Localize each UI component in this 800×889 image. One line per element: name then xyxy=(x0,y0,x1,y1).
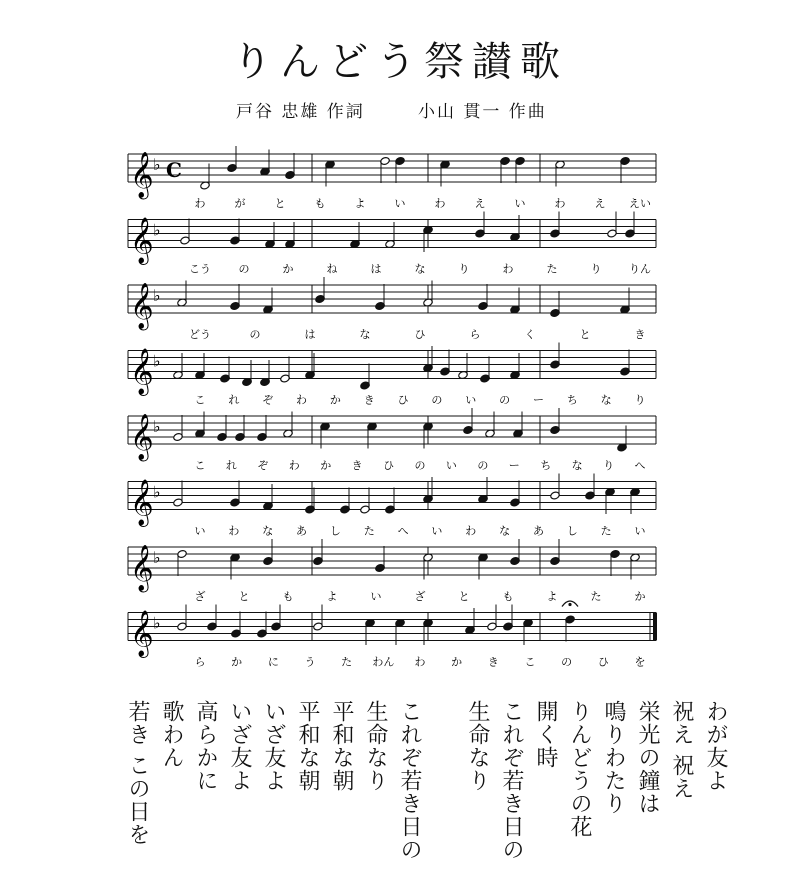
lyric-line: 開く時 xyxy=(533,700,558,769)
lyric-syllable: た xyxy=(363,524,375,538)
lyric-syllable: の xyxy=(561,655,573,669)
lyric-syllable: りん xyxy=(629,262,651,276)
treble-clef-icon: 𝄞 xyxy=(130,610,154,657)
lyric-syllable: く xyxy=(524,328,536,341)
lyric-syllable: い xyxy=(194,524,206,538)
lyric-syllable: わ xyxy=(554,197,566,210)
flat-key-signature-icon: ♭ xyxy=(153,417,161,436)
treble-clef-icon: 𝄞 xyxy=(130,479,154,526)
lyric-line: これぞ若き日の xyxy=(499,700,524,861)
lyric-syllable: い xyxy=(514,197,526,210)
lyric-syllable: わ xyxy=(194,197,206,210)
lyric-syllable: い xyxy=(431,524,443,538)
lyric-syllable: こう xyxy=(189,262,211,276)
lyric-syllable: えい xyxy=(629,197,651,210)
lyric-syllable: き xyxy=(363,393,375,407)
lyric-syllable: り xyxy=(590,262,602,276)
flat-key-signature-icon: ♭ xyxy=(153,351,161,371)
lyric-syllable: い xyxy=(370,590,382,603)
lyric-syllable: き xyxy=(487,655,499,669)
lyric-syllable: の xyxy=(477,459,489,472)
lyric-syllable: な xyxy=(414,262,426,276)
lyric-syllable: と xyxy=(238,590,250,603)
lyric-line: 平和な朝 xyxy=(329,700,354,792)
lyric-syllable: な xyxy=(499,524,511,538)
lyric-syllable: わ xyxy=(296,393,308,407)
lyric-syllable: ら xyxy=(469,328,481,341)
lyric-syllable: り xyxy=(634,393,646,407)
lyric-syllable: へ xyxy=(634,459,646,472)
flat-key-signature-icon: ♭ xyxy=(153,220,161,240)
lyric-line: これぞ若き日の xyxy=(397,700,422,861)
lyric-syllable: ざ xyxy=(194,590,206,603)
lyric-syllable: よ xyxy=(354,197,366,210)
lyric-syllable: わ xyxy=(502,262,514,276)
lyric-syllable: の xyxy=(414,459,426,472)
lyric-syllable: よ xyxy=(326,590,338,603)
flat-key-signature-icon: ♭ xyxy=(153,613,161,633)
lyric-syllable: な xyxy=(262,524,274,538)
treble-clef-icon: 𝄞 xyxy=(130,348,154,395)
lyric-syllable: ら xyxy=(194,655,206,669)
lyric-syllable: に xyxy=(267,655,279,669)
lyric-syllable: わ xyxy=(465,524,477,538)
flat-key-signature-icon: ♭ xyxy=(153,482,161,502)
lyric-syllable: ひ xyxy=(597,655,609,669)
lyric-syllable: こ xyxy=(194,459,206,472)
lyric-line: 祝え 祝え xyxy=(669,700,694,800)
lyric-syllable: し xyxy=(329,524,341,538)
composer-credit: 小山 貫一 作曲 xyxy=(418,102,547,122)
treble-clef-icon: 𝄞 xyxy=(130,283,154,329)
lyric-syllable: ぞ xyxy=(257,459,269,472)
lyric-syllable: た xyxy=(600,524,612,538)
lyric-syllable: ひ xyxy=(397,393,409,407)
lyric-syllable: れ xyxy=(228,393,240,407)
lyric-syllable: か xyxy=(329,393,341,407)
lyric-syllable: こ xyxy=(524,655,536,669)
lyric-syllable: は xyxy=(304,328,316,341)
verse-gap xyxy=(424,700,458,880)
lyric-syllable: ー xyxy=(508,459,520,472)
lyric-line: いざ友よ xyxy=(227,700,252,792)
final-bar-thick xyxy=(653,613,657,641)
lyric-syllable: を xyxy=(634,655,646,669)
lyrics-block xyxy=(100,700,730,880)
lyric-syllable: た xyxy=(341,655,353,669)
lyric-syllable: わ xyxy=(228,524,240,538)
lyric-syllable: ぞ xyxy=(262,393,274,407)
lyric-syllable: い xyxy=(394,197,406,210)
lyric-syllable: れ xyxy=(225,459,237,472)
lyric-syllable: り xyxy=(458,262,470,276)
lyric-syllable: か xyxy=(231,655,243,669)
flat-key-signature-icon: ♭ xyxy=(153,286,161,305)
sheet-music xyxy=(0,140,800,670)
lyric-syllable: の xyxy=(499,393,511,407)
lyric-line: 若き この日を xyxy=(125,700,150,846)
lyric-line: 歌わん xyxy=(159,700,184,769)
lyric-syllable: か xyxy=(320,459,332,472)
lyric-syllable: き xyxy=(351,459,363,472)
lyric-syllable: か xyxy=(282,262,294,276)
treble-clef-icon: 𝄞 xyxy=(130,152,154,198)
lyric-syllable: た xyxy=(590,590,602,603)
lyric-syllable: も xyxy=(314,197,326,210)
treble-clef-icon: 𝄞 xyxy=(130,217,154,264)
lyric-syllable: ち xyxy=(540,459,552,472)
fermata-dot xyxy=(568,603,571,606)
lyric-syllable: う xyxy=(304,655,316,669)
lyric-syllable: よ xyxy=(546,590,558,603)
lyric-syllable: わ xyxy=(414,655,426,669)
lyric-line: りんどうの花 xyxy=(567,700,592,838)
lyric-syllable: どう xyxy=(189,328,211,341)
lyric-syllable: の xyxy=(431,393,443,407)
lyric-syllable: と xyxy=(458,590,470,603)
lyricist-credit: 戸谷 忠雄 作詞 xyxy=(236,102,365,122)
lyric-syllable: わ xyxy=(434,197,446,210)
lyric-syllable: は xyxy=(370,262,382,276)
lyric-syllable: か xyxy=(634,590,646,603)
treble-clef-icon: 𝄞 xyxy=(130,545,154,591)
lyric-syllable: ち xyxy=(566,393,578,407)
lyric-line: 生命なり xyxy=(363,700,388,792)
lyric-line: 高らかに xyxy=(193,700,218,792)
song-title: りんどう祭讃歌 xyxy=(232,39,568,85)
lyric-syllable: か xyxy=(451,655,463,669)
lyric-syllable: が xyxy=(234,197,246,210)
lyric-syllable: な xyxy=(600,393,612,407)
lyric-syllable: あ xyxy=(296,524,308,538)
flat-key-signature-icon: ♭ xyxy=(153,548,161,567)
lyric-syllable: の xyxy=(249,328,261,341)
lyric-line: いざ友よ xyxy=(261,700,286,792)
lyric-line: 生命なり xyxy=(465,700,490,792)
lyric-syllable: ひ xyxy=(383,459,395,472)
lyric-syllable: と xyxy=(274,197,286,210)
lyric-syllable: ざ xyxy=(414,590,426,603)
lyric-syllable: の xyxy=(238,262,250,276)
lyric-line: 平和な朝 xyxy=(295,700,320,792)
lyric-syllable: な xyxy=(571,459,583,472)
lyric-syllable: た xyxy=(546,262,558,276)
lyric-syllable: あ xyxy=(532,524,544,538)
lyric-syllable: へ xyxy=(397,524,409,538)
lyric-syllable: と xyxy=(579,328,591,341)
lyric-syllable: い xyxy=(634,524,646,538)
lyric-syllable: こ xyxy=(194,393,206,407)
lyric-syllable: な xyxy=(359,328,371,341)
flat-key-signature-icon: ♭ xyxy=(153,155,161,174)
lyric-syllable: え xyxy=(594,197,606,210)
lyric-syllable: わん xyxy=(372,655,395,669)
time-signature: C xyxy=(166,158,182,182)
lyric-syllable: ひ xyxy=(414,328,426,341)
lyric-syllable: り xyxy=(603,459,615,472)
lyric-syllable: き xyxy=(634,328,646,341)
lyric-syllable: え xyxy=(474,197,486,210)
lyric-syllable: い xyxy=(445,459,457,472)
lyric-syllable: ー xyxy=(532,393,544,407)
lyric-syllable: も xyxy=(282,590,294,603)
lyric-line: 栄光の鐘は xyxy=(635,700,660,815)
treble-clef-icon: 𝄞 xyxy=(130,414,154,460)
lyric-syllable: し xyxy=(566,524,578,538)
lyric-syllable: わ xyxy=(288,459,300,472)
lyric-syllable: ね xyxy=(326,262,338,276)
lyric-syllable: い xyxy=(465,393,477,407)
lyric-syllable: も xyxy=(502,590,514,603)
lyric-line: わが友よ xyxy=(703,700,728,792)
lyric-line: 鳴りわたり xyxy=(601,700,626,815)
